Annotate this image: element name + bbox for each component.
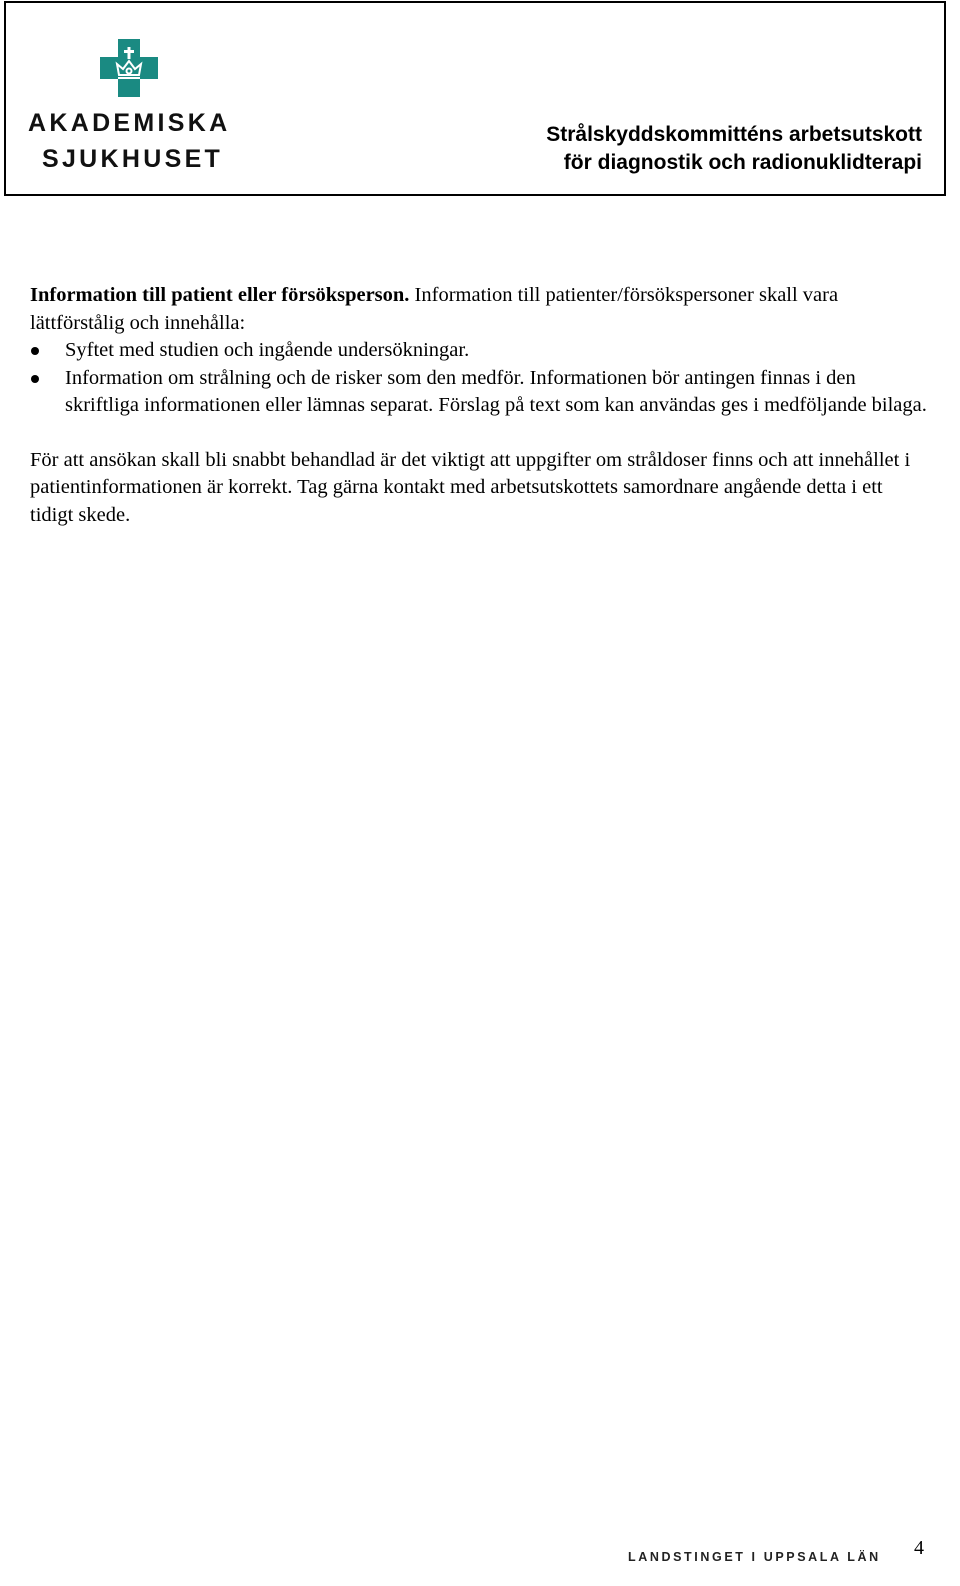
committee-title	[546, 121, 922, 177]
document-header	[4, 1, 946, 196]
logo-text-akademiska: AKADEMISKA	[28, 109, 231, 137]
list-item	[30, 365, 930, 420]
footer-organization-logo: LANDSTINGET I UPPSALA LÄN	[628, 1550, 881, 1564]
application-note-paragraph: För att ansökan skall bli snabbt behandlad är det viktigt att uppgifter om stråldoser finns och att innehållet i patientinformationen är korrekt. Tag gärna kontakt med arbetsutskottets samordnare angående detta i ett tidigt skede.	[30, 448, 911, 526]
bullet-icon	[31, 375, 39, 383]
intro-heading: Information till patient eller försöksperson.	[30, 284, 410, 306]
hospital-logo	[26, 39, 236, 179]
list-item-text: Information om strålning och de risker som den medför. Informationen bör antingen finnas i den skriftliga informationen eller lämnas separat. Förslag på text som kan användas ges i medföljande bilaga.	[65, 366, 927, 416]
page-number: 4	[914, 1537, 924, 1559]
bullet-icon	[31, 347, 39, 355]
list-item	[30, 337, 930, 365]
logo-text-sjukhuset: SJUKHUSET	[42, 145, 224, 173]
list-item-text: Syftet med studien och ingående undersökningar.	[65, 339, 470, 361]
committee-title-line1: Strålskyddskommitténs arbetsutskott	[546, 123, 922, 146]
intro-paragraph	[30, 282, 930, 337]
requirements-list	[30, 337, 930, 420]
intro-text: Information till patienter/försökspersoner skall vara lättförstålig och innehålla:	[30, 284, 839, 334]
committee-title-line2: för diagnostik och radionuklidterapi	[563, 151, 922, 174]
document-body	[30, 282, 930, 529]
hospital-cross-crown-icon	[100, 39, 158, 97]
